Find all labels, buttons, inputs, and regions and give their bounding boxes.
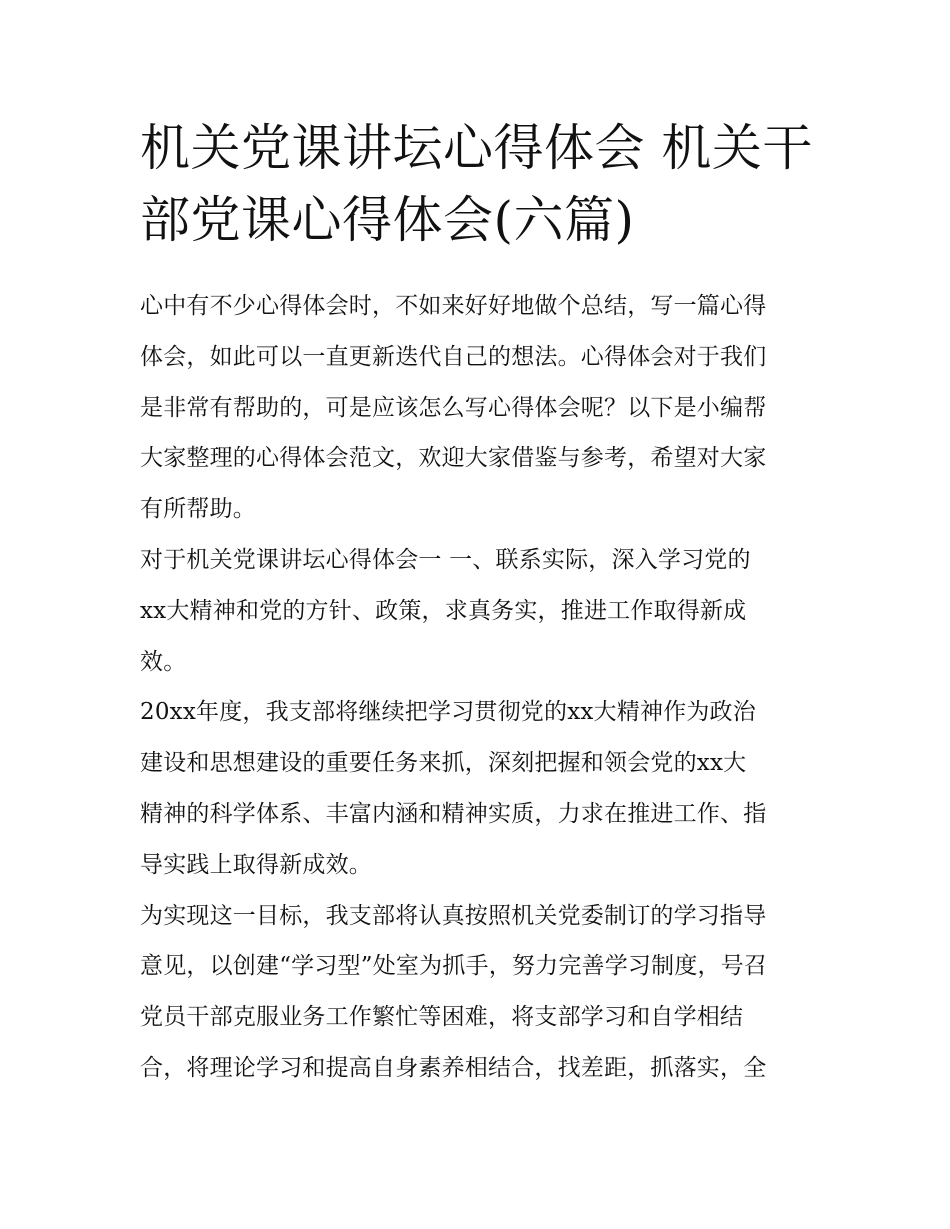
paragraph-line: 对于机关党课讲坛心得体会一 一、联系实际，深入学习党的 — [140, 546, 751, 573]
paragraph-line: 20xx年度，我支部将继续把学习贯彻党的xx大精神作为政治 — [140, 699, 756, 726]
paragraph-line: 效。 — [140, 648, 187, 675]
document-page — [140, 112, 815, 1094]
paragraph-section-one — [140, 535, 815, 687]
title-line: 机关党课讲坛心得体会 机关干 — [140, 119, 813, 177]
paragraph-line: 党员干部克服业务工作繁忙等困难，将支部学习和自学相结 — [140, 1004, 744, 1031]
paragraph-line: 建设和思想建设的重要任务来抓，深刻把握和领会党的xx大 — [140, 750, 747, 777]
paragraph-line: 导实践上取得新成效。 — [140, 851, 372, 878]
paragraph-line: 有所帮助。 — [140, 496, 256, 523]
paragraph-line: 体会，如此可以一直更新迭代自己的想法。心得体会对于我们 — [140, 343, 767, 370]
paragraph-line: 是非常有帮助的，可是应该怎么写心得体会呢？以下是小编帮 — [140, 394, 767, 421]
paragraph-line: 心中有不少心得体会时，不如来好好地做个总结，写一篇心得 — [140, 293, 767, 319]
paragraph-annual-plan — [140, 687, 815, 890]
paragraph-line: 精神的科学体系、丰富内涵和精神实质，力求在推进工作、指 — [140, 800, 767, 827]
paragraph-line: xx大精神和党的方针、政策，求真务实，推进工作取得新成 — [140, 597, 747, 624]
paragraph-intro — [140, 281, 815, 535]
paragraph-line: 意见，以创建“学习型”处室为抓手，努力完善学习制度，号召 — [140, 953, 768, 980]
paragraph-goal — [140, 891, 815, 1094]
paragraph-line: 合，将理论学习和提高自身素养相结合，找差距，抓落实，全 — [140, 1054, 767, 1081]
document-title — [140, 112, 815, 256]
title-line: 部党课心得体会(六篇) — [140, 191, 635, 249]
paragraph-line: 为实现这一目标，我支部将认真按照机关党委制订的学习指导 — [140, 902, 767, 929]
paragraph-line: 大家整理的心得体会范文，欢迎大家借鉴与参考，希望对大家 — [140, 445, 767, 472]
